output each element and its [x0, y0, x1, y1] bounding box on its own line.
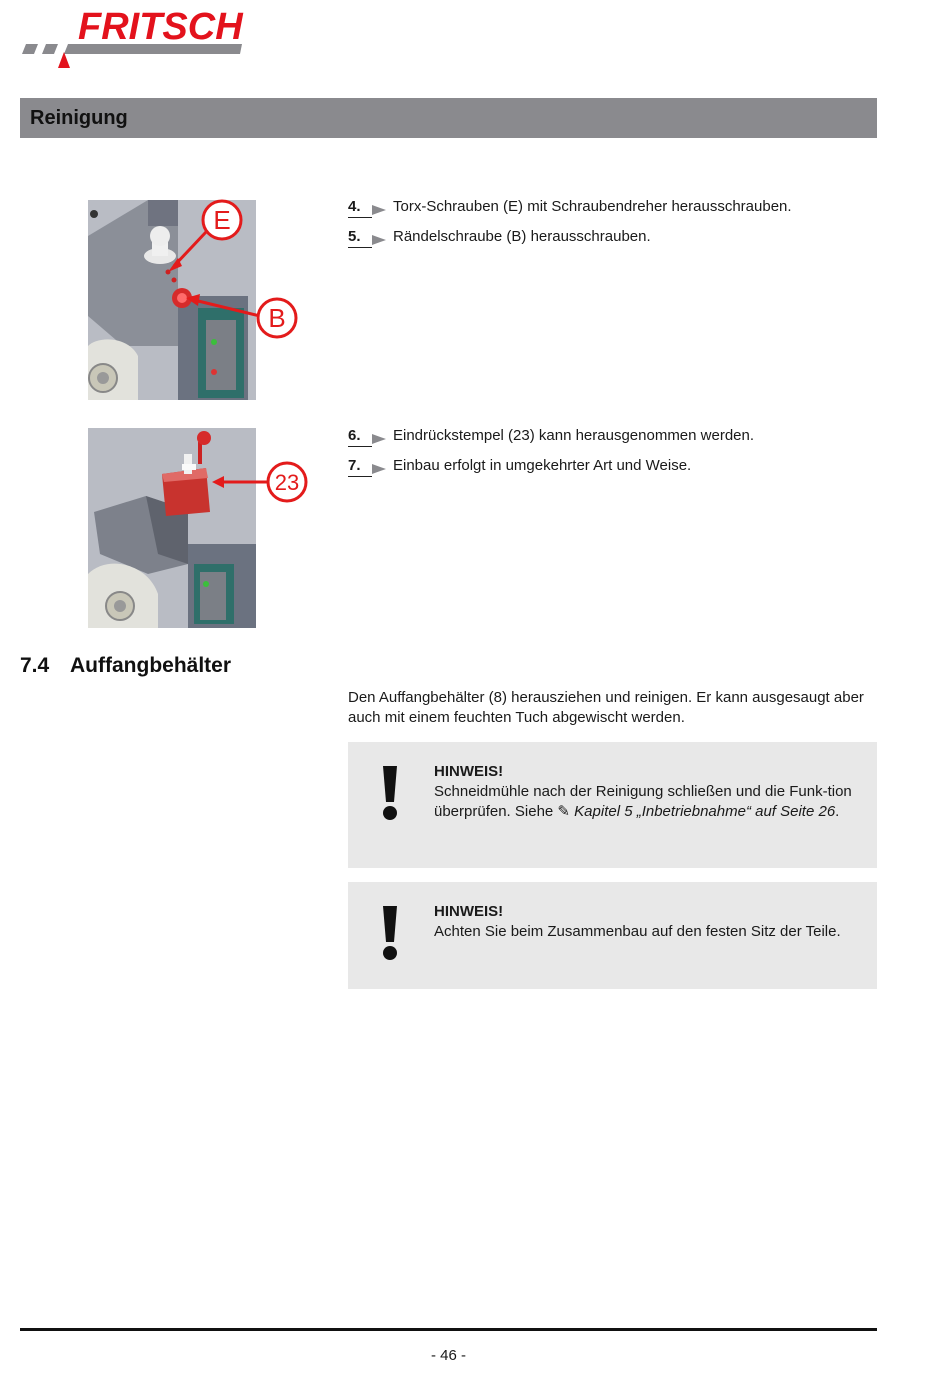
step-arrow-icon	[372, 205, 386, 215]
step-arrow-icon	[372, 464, 386, 474]
exclamation-icon	[378, 902, 402, 962]
figure-torx-screws	[28, 196, 324, 402]
step-text: Torx-Schrauben (E) mit Schraubendreher herausschrauben.	[393, 198, 792, 215]
notice-text-after: .	[835, 803, 840, 820]
machine-illustration-2	[28, 424, 324, 630]
callout-23: 23	[274, 470, 300, 495]
notice-text-before: Schneidmühle nach der Reinigung schließen und die Funk-tion überprüfen. Siehe	[434, 783, 852, 820]
step-text: Rändelschraube (B) herausschrauben.	[393, 228, 651, 245]
step-number: 4.	[348, 197, 372, 218]
section-body: Den Auffangbehälter (8) herausziehen und reinigen. Er kann ausgesaugt aber auch mit einem feuchten Tuch abgewischt werden.	[348, 689, 864, 726]
notice-text	[434, 782, 864, 822]
cross-reference-icon: ✎	[557, 803, 570, 820]
step-arrow-icon	[372, 434, 386, 444]
section-header-bar	[20, 98, 877, 138]
step-number: 6.	[348, 426, 372, 447]
notice-box	[348, 742, 877, 868]
callout-e: E	[213, 205, 231, 235]
notice-text: Achten Sie beim Zusammenbau auf den festen Sitz der Teile.	[434, 923, 841, 940]
section-number: 7.4	[20, 654, 50, 677]
step-text: Eindrückstempel (23) kann herausgenommen werden.	[393, 427, 755, 444]
notice-title: HINWEIS!	[434, 763, 504, 780]
logo-text: FRITSCH	[78, 6, 243, 48]
footer-rule	[20, 1328, 877, 1331]
step-number: 7.	[348, 456, 372, 477]
exclamation-icon	[378, 762, 402, 822]
cross-reference-link[interactable]: Kapitel 5 „Inbetriebnahme“ auf Seite 26	[574, 803, 836, 820]
callout-b: B	[268, 303, 286, 333]
page-number: - 46 -	[430, 1347, 466, 1364]
machine-illustration-1	[28, 196, 324, 402]
figure-plunger	[28, 424, 324, 630]
notice-title: HINWEIS!	[434, 903, 504, 920]
notice-box	[348, 882, 877, 989]
step-arrow-icon	[372, 235, 386, 245]
section-heading	[20, 654, 231, 678]
step-number: 5.	[348, 227, 372, 248]
section-title: Auffangbehälter	[70, 654, 232, 677]
page-title: Reinigung	[30, 107, 128, 129]
notice-content	[434, 762, 864, 822]
notice-content	[434, 902, 864, 942]
fritsch-logo	[20, 6, 260, 70]
step-text: Einbau erfolgt in umgekehrter Art und Weise.	[393, 457, 692, 474]
